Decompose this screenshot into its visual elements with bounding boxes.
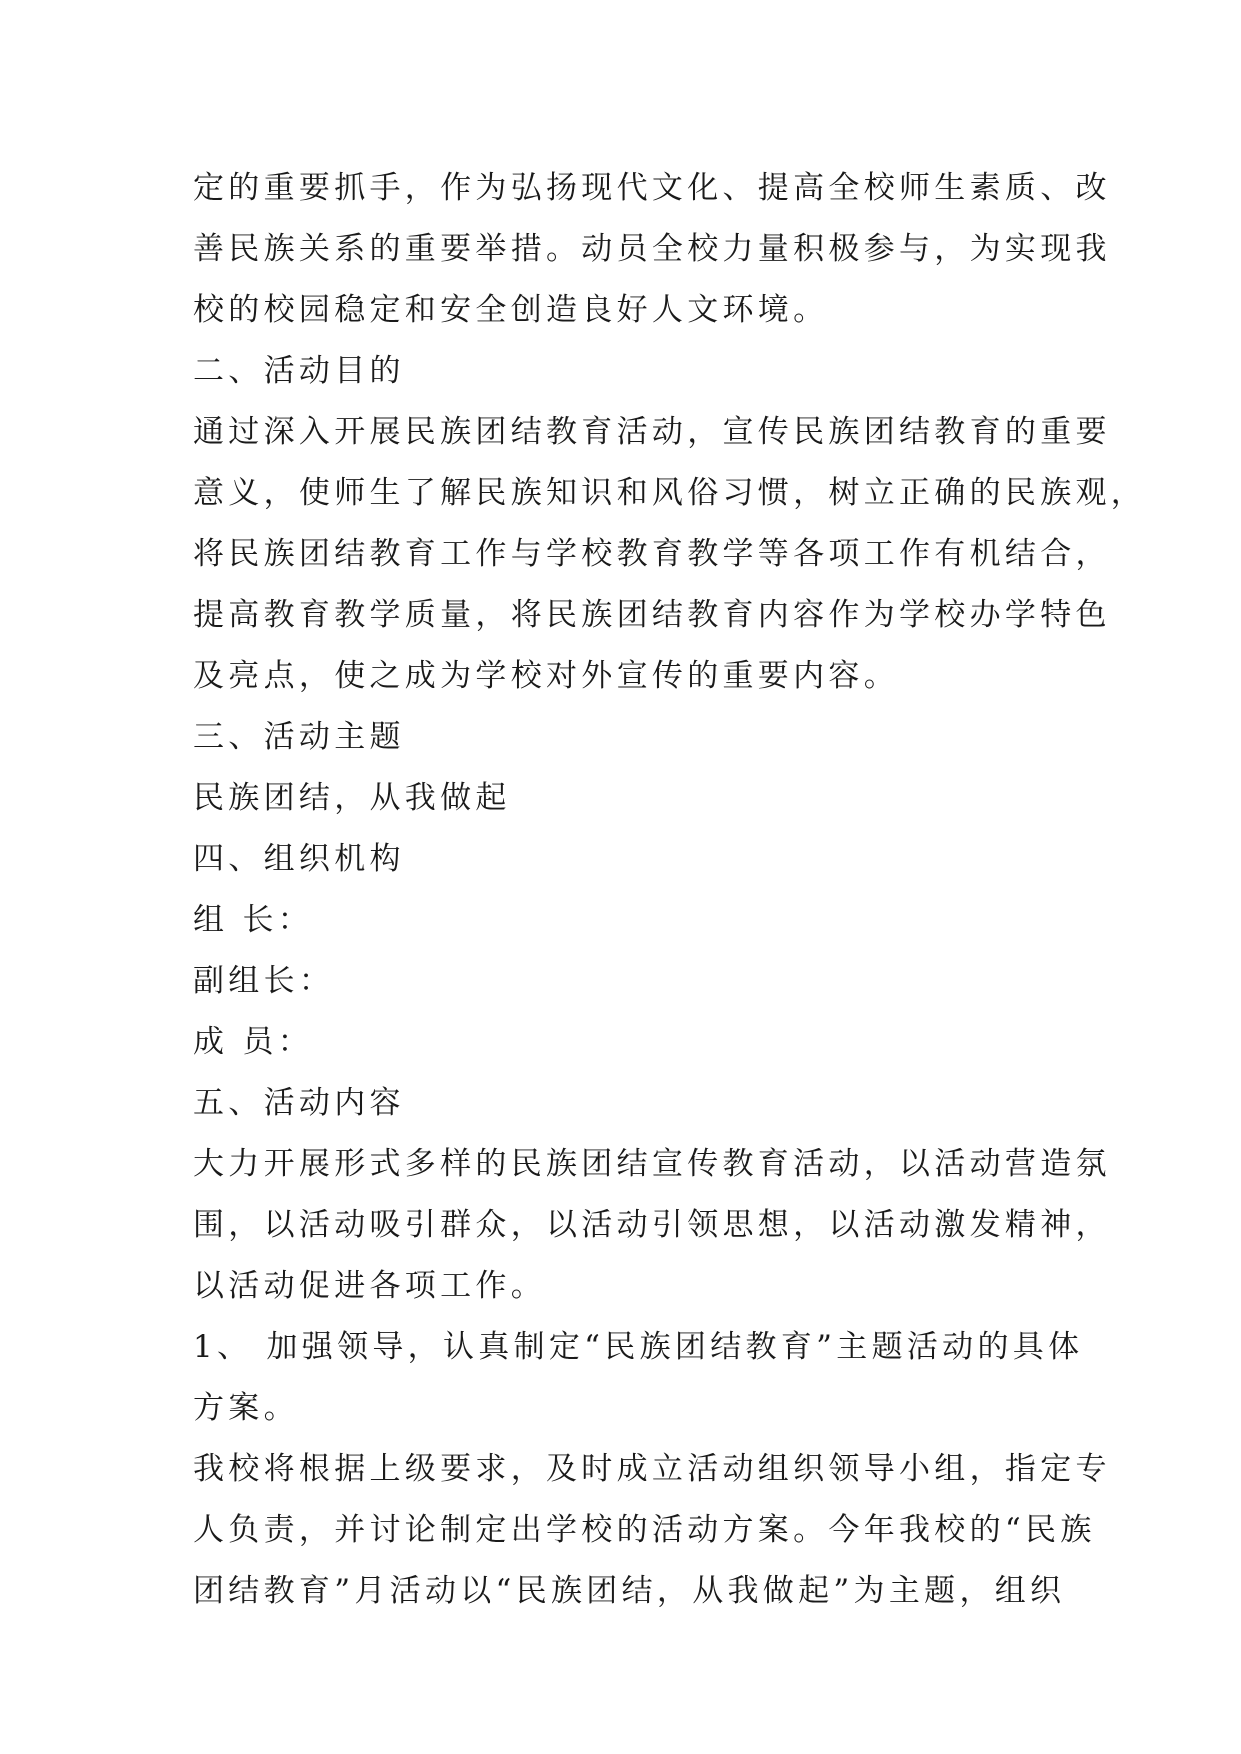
text-line: 定的重要抓手，作为弘扬现代文化、提高全校师生素质、改	[193, 170, 1111, 206]
text-line: 通过深入开展民族团结教育活动，宣传民族团结教育的重要	[193, 414, 1111, 450]
text-line: 以活动促进各项工作。	[193, 1268, 546, 1304]
text-line: 大力开展形式多样的民族团结宣传教育活动，以活动营造氛	[193, 1146, 1111, 1182]
text-line: 围，以活动吸引群众，以活动引领思想，以活动激发精神，	[193, 1207, 1111, 1243]
text-line: 成 员：	[193, 1024, 314, 1060]
text-line: 提高教育教学质量，将民族团结教育内容作为学校办学特色	[193, 597, 1111, 633]
text-line: 副组长：	[193, 963, 335, 999]
section-heading: 三、活动主题	[193, 719, 405, 755]
text-line: 组 长：	[193, 902, 314, 938]
section-heading: 四、组织机构	[193, 841, 405, 877]
text-line: 校的校园稳定和安全创造良好人文环境。	[193, 292, 829, 328]
section-heading: 二、活动目的	[193, 353, 405, 389]
text-line: 善民族关系的重要举措。动员全校力量积极参与，为实现我	[193, 231, 1111, 267]
text-line: 及亮点，使之成为学校对外宣传的重要内容。	[193, 658, 899, 694]
section-heading: 五、活动内容	[193, 1085, 405, 1121]
text-line: 意义，使师生了解民族知识和风俗习惯，树立正确的民族观，	[193, 475, 1147, 511]
document-body	[193, 158, 1147, 1622]
text-line: 团结教育”月活动以“民族团结，从我做起”为主题，组织	[193, 1573, 1066, 1609]
text-line: 方案。	[193, 1390, 299, 1426]
text-line: 1、 加强领导，认真制定“民族团结教育”主题活动的具体	[193, 1329, 1084, 1365]
text-line: 将民族团结教育工作与学校教育教学等各项工作有机结合，	[193, 536, 1111, 572]
text-line: 民族团结，从我做起	[193, 780, 511, 816]
text-line: 我校将根据上级要求，及时成立活动组织领导小组，指定专	[193, 1451, 1111, 1487]
text-line: 人负责，并讨论制定出学校的活动方案。今年我校的“民族	[193, 1512, 1096, 1548]
